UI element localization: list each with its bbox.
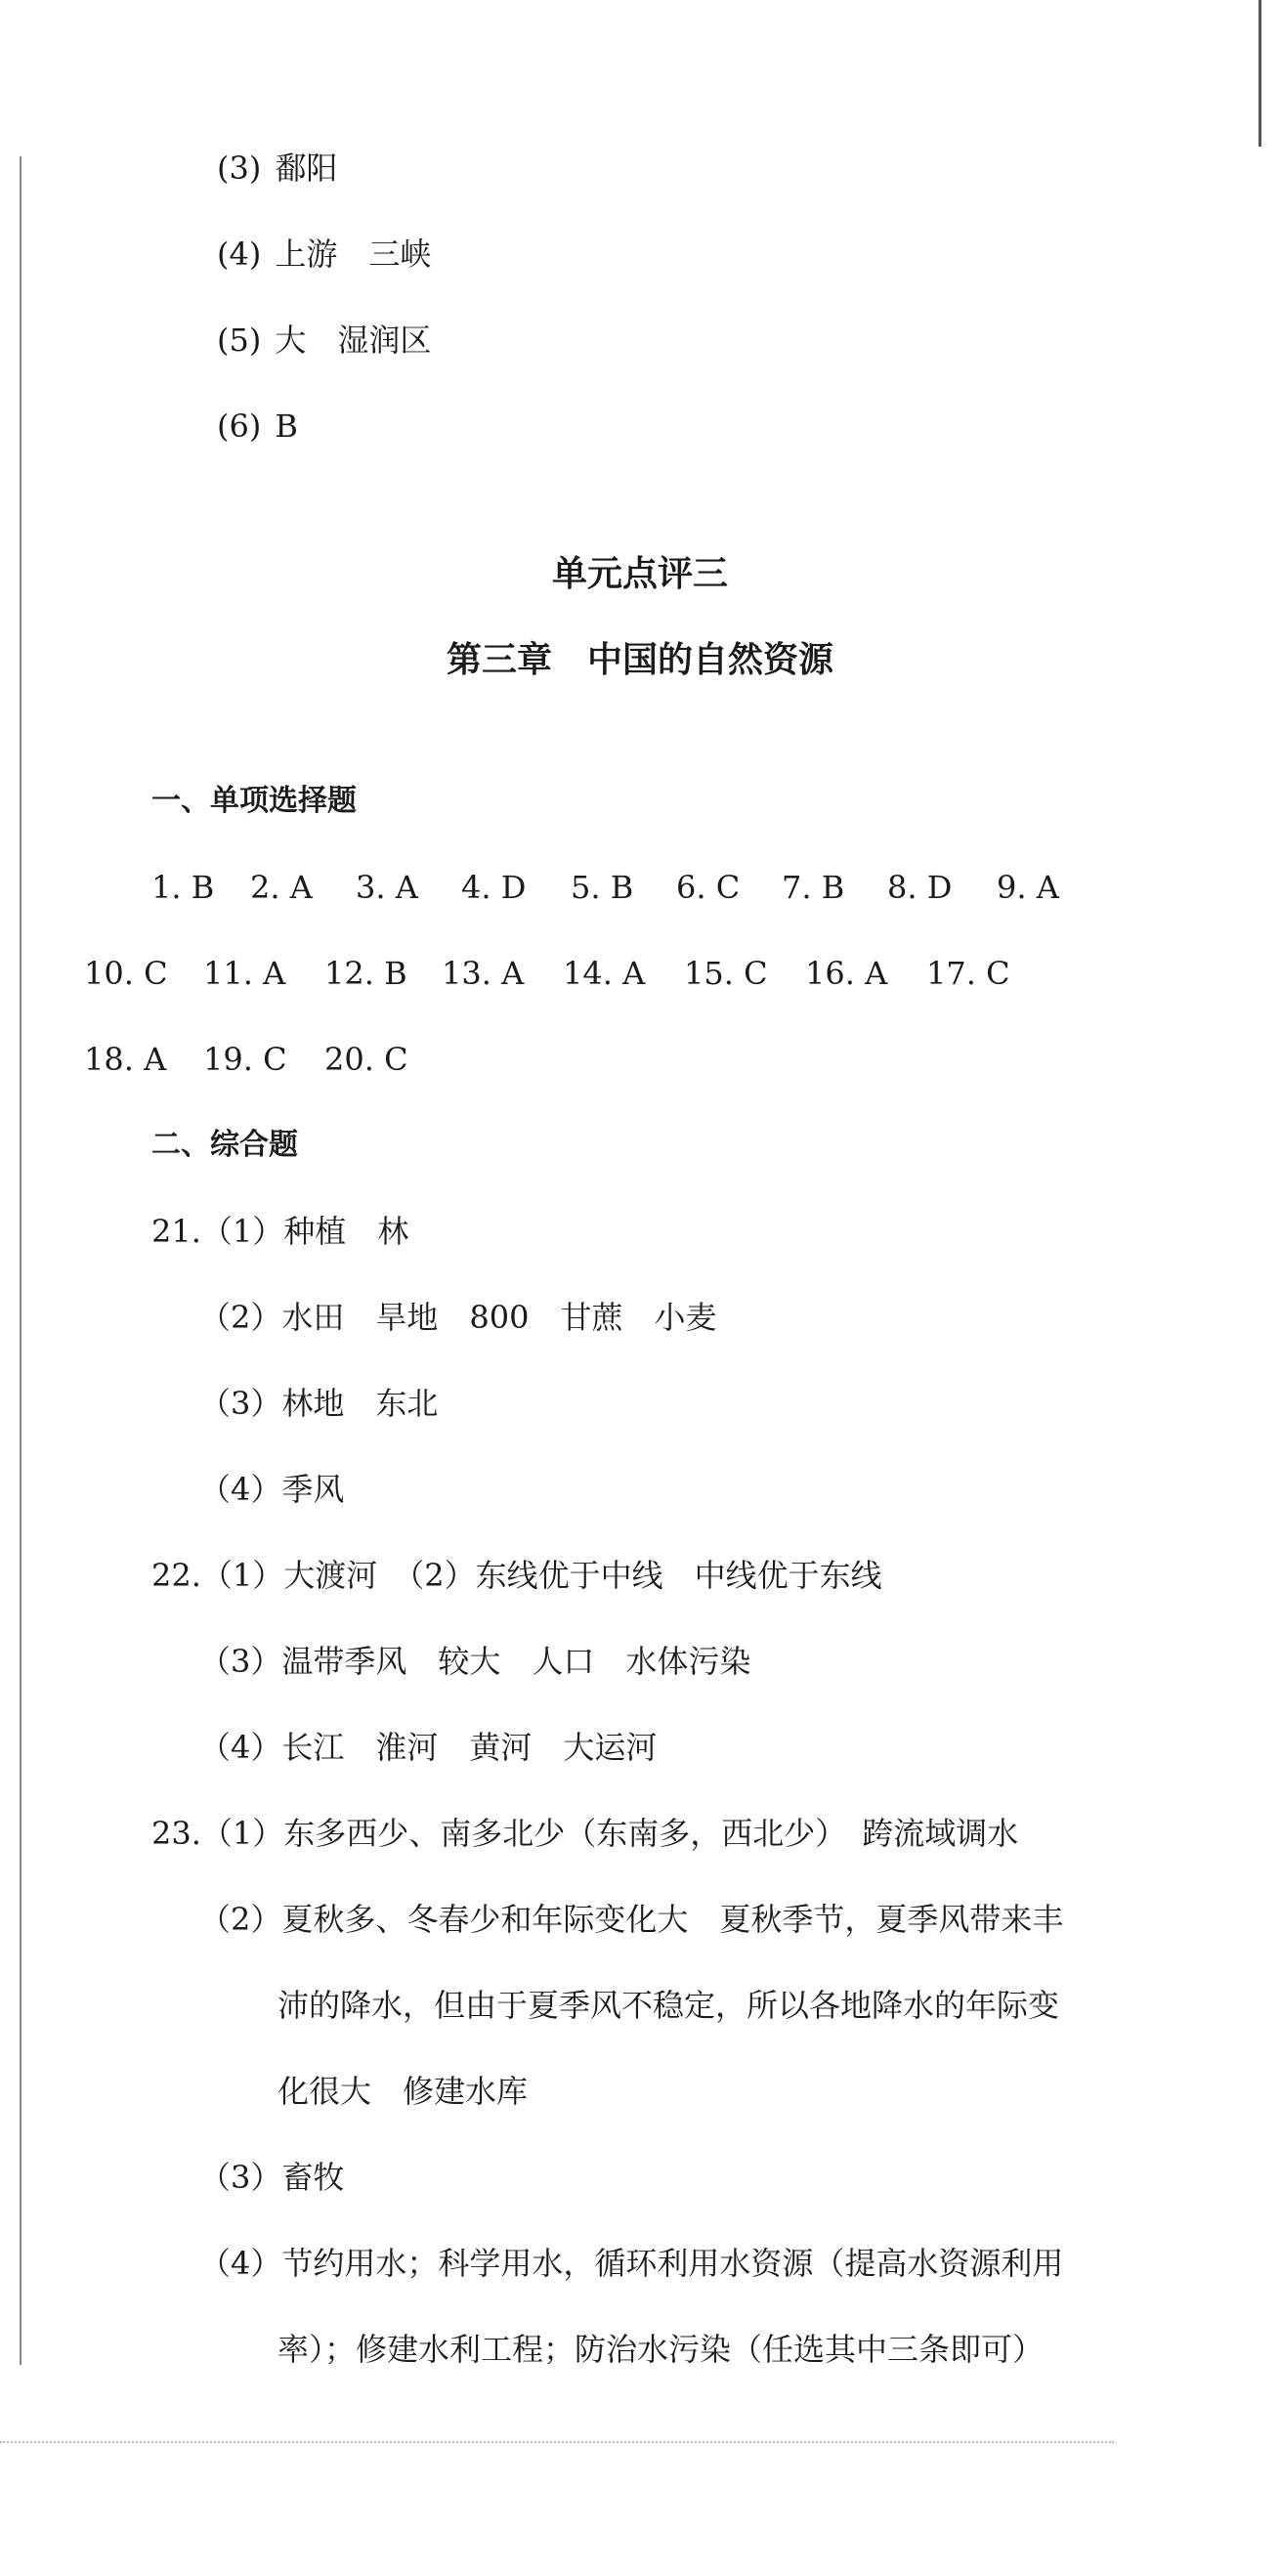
choice-answer: 8. D — [887, 869, 953, 906]
choice-answer: 11. A — [203, 955, 286, 992]
answer-line: 率）；修建水利工程；防治水污染（任选其中三条即可） — [277, 2331, 1045, 2368]
chapter-title: 第三章 中国的自然资源 — [446, 640, 833, 680]
choice-answer: 19. C — [203, 1041, 287, 1078]
choice-answer: 7. B — [782, 869, 845, 906]
answer-line: 23.（1）东多西少、南多北少（东南多，西北少） 跨流域调水 — [151, 1815, 1019, 1852]
choice-answer: 4. D — [461, 869, 527, 906]
answer-line: (4) 上游 三峡 — [217, 236, 432, 273]
choice-answer: 20. C — [324, 1041, 408, 1078]
choice-answer: 18. A — [84, 1041, 167, 1078]
choice-answer: 9. A — [997, 869, 1059, 906]
answer-line: 沛的降水，但由于夏季风不稳定，所以各地降水的年际变 — [277, 1987, 1060, 2024]
answer-line: (3) 鄱阳 — [217, 150, 338, 187]
margin-rule — [20, 156, 21, 2365]
answer-line: （2）水田 旱地 800 甘蔗 小麦 — [199, 1299, 717, 1336]
answer-line: （2）夏秋多、冬春少和年际变化大 夏秋季节，夏季风带来丰 — [199, 1901, 1064, 1938]
answer-line: (6) B — [217, 408, 298, 445]
choice-answer: 16. A — [805, 955, 888, 992]
choice-answer: 15. C — [684, 955, 768, 992]
choice-answer: 6. C — [676, 869, 741, 906]
footer-dotted-rule — [0, 2441, 1114, 2443]
unit-title: 单元点评三 — [551, 554, 728, 594]
choice-answer: 1. B — [151, 869, 215, 906]
answer-line: （4）节约用水；科学用水，循环利用水资源（提高水资源利用 — [199, 2245, 1064, 2282]
answer-line: （4）长江 淮河 黄河 大运河 — [199, 1729, 658, 1766]
choice-answer: 17. C — [926, 955, 1010, 992]
choice-answer: 10. C — [84, 955, 168, 992]
choice-answer: 5. B — [571, 869, 634, 906]
page-edge-mark — [1259, 0, 1261, 147]
section-heading: 一、单项选择题 — [151, 784, 357, 818]
choice-answer: 12. B — [324, 955, 407, 992]
answer-line: （4）季风 — [199, 1471, 345, 1508]
answer-line: （3）林地 东北 — [199, 1385, 439, 1422]
section-heading: 二、综合题 — [151, 1128, 298, 1162]
answer-line: （3）温带季风 较大 人口 水体污染 — [199, 1643, 751, 1680]
choice-answer: 3. A — [356, 869, 418, 906]
answer-line: （3）畜牧 — [199, 2159, 345, 2196]
answer-line: 化很大 修建水库 — [277, 2073, 529, 2110]
choice-answer: 14. A — [563, 955, 646, 992]
answer-line: (5) 大 湿润区 — [217, 322, 432, 359]
answer-line: 22.（1）大渡河 （2）东线优于中线 中线优于东线 — [151, 1557, 882, 1594]
choice-answer: 2. A — [250, 869, 313, 906]
answer-line: 21.（1）种植 林 — [151, 1213, 409, 1250]
choice-answer: 13. A — [442, 955, 525, 992]
